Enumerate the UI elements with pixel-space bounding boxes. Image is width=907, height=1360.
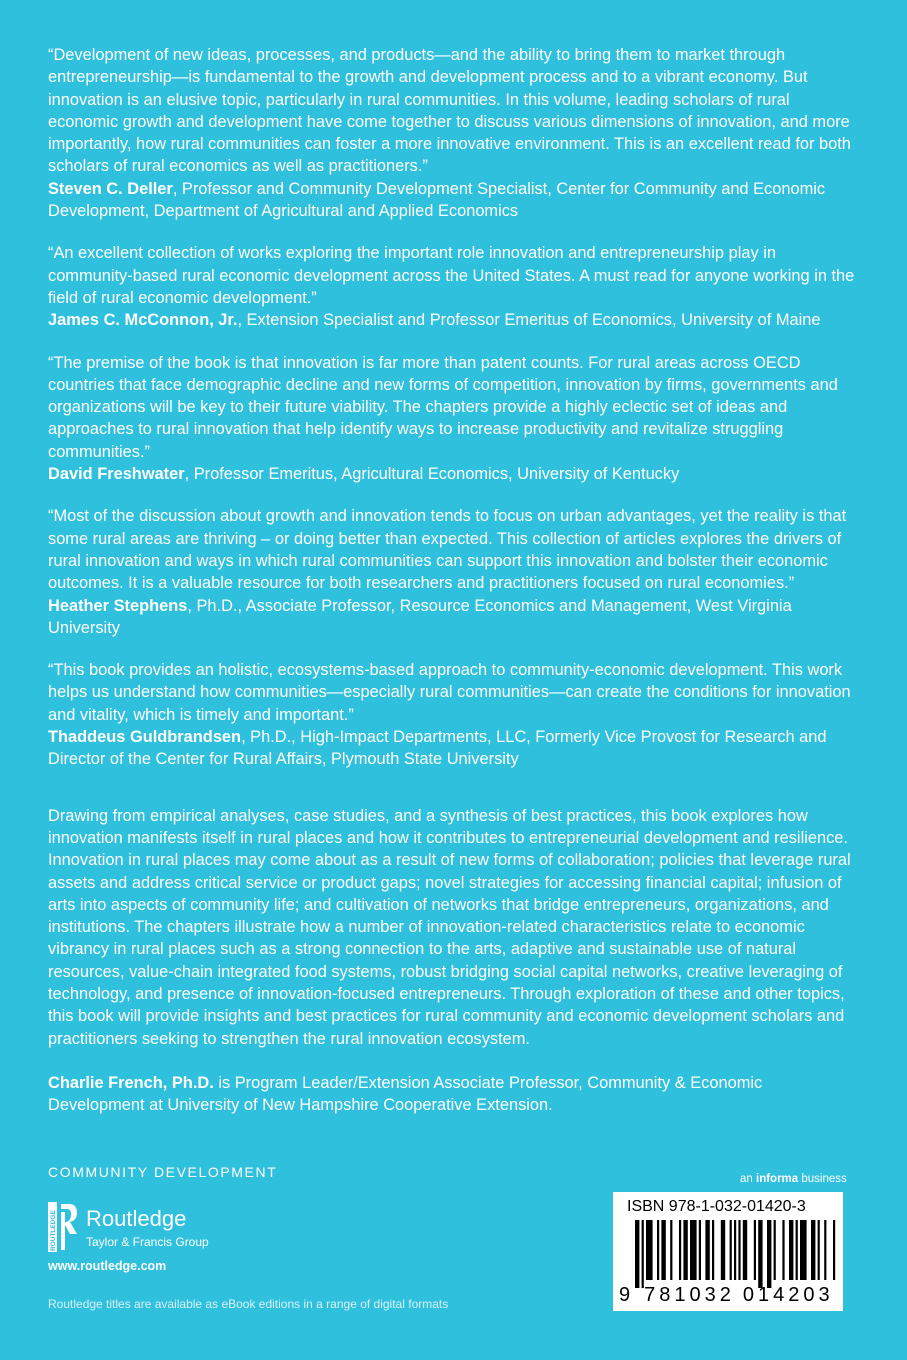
description-text: Drawing from empirical analyses, case studies, and a synthesis of best practices, this book explores how innovation manifests itself in rural places and how it contributes to entrepreneurial development and resilience. Innovation in rural places may come about as a result of new forms of collaboration; policies that leverage rural assets and address critical service or product gaps; novel strategies for accessing financial capital; infusion of arts into aspects of community life; and cultivation of networks that bridge entrepreneurs, organizations, and institutions. The chapters illustrate how a number of innovation-related characteristics relate to economic vibrancy in rural places such as a strong connection to the arts, adaptive and sustainable use of natural resources, value-chain integrated food systems, robust bridging social capital networks, creative leveraging of technology, and presence of innovation-focused entrepreneurs. Through exploration of these and other topics, this book will provide insights and best practices for rural community and economic development scholars and practitioners seeking to strengthen the rural innovation ecosystem. [48,806,851,1048]
endorser-name: Heather Stephens [48,596,188,615]
publisher-name: Routledge [86,1206,187,1231]
barcode-bar [670,1220,672,1280]
barcode-bar [679,1220,681,1280]
barcode-bar [811,1220,815,1280]
barcode-bar [635,1220,639,1288]
subject-category: COMMUNITY DEVELOPMENT [48,1164,278,1180]
author-bio [48,1072,858,1117]
endorsement-attribution [48,178,858,223]
barcode-bar [782,1220,784,1280]
barcode-bar [824,1220,826,1280]
endorsement-3 [48,352,858,486]
endorsement-attribution [48,726,858,771]
routledge-logo-icon [48,1202,78,1252]
barcode-bar [730,1220,732,1280]
barcode-bar [754,1220,756,1280]
barcode-bar [758,1220,762,1288]
endorser-name: David Freshwater [48,465,185,484]
isbn-label: ISBN 978-1-032-01420-3 [627,1198,806,1215]
endorsement-quote: “An excellent collection of works exploring the important role innovation and entrepreneurship play in community-based rural economic development across the United States. A must read for anyone working in the field of rural economic development.” [48,244,855,307]
informa-suffix: business [798,1173,847,1185]
barcode-bar [800,1220,807,1280]
barcode-bar [642,1220,644,1288]
endorsement-1 [48,44,858,222]
endorsement-quote: “This book provides an holistic, ecosystems-based approach to community-economic development. This work helps us understand how communities—especially rural communities—can create the conditions for innovation and vitality, which is timely and important.” [48,661,851,724]
barcode-bar [734,1220,736,1280]
barcode-bar [774,1220,776,1280]
ebook-note: Routledge titles are available as eBook editions in a range of digital formats [48,1297,449,1311]
endorsement-4 [48,505,858,639]
barcode-bar [705,1220,709,1280]
author-bio-text [48,1072,858,1117]
ean-right-group: 014203 [742,1284,834,1306]
barcode-bar [833,1220,835,1280]
ean-first-digit: 9 [619,1284,631,1306]
informa-tagline [740,1173,847,1185]
publisher-group: Taylor & Francis Group [86,1235,209,1249]
endorser-affiliation: , Ph.D., Associate Professor, Resource Economics and Management, West Virginia University [48,596,792,637]
barcode-bar [646,1220,653,1280]
endorser-affiliation: , Professor and Community Development Specialist, Center for Community and Economic Development, Department of Agricultural and Applied Economics [48,179,826,221]
barcode-bar [657,1220,659,1280]
endorsement-2 [48,242,858,331]
logo-mark-text: ROUTLEDGE [50,1210,57,1251]
author-name: Charlie French, Ph.D. [48,1073,214,1092]
endorser-name: Thaddeus Guldbrandsen [48,728,242,747]
endorser-affiliation: , Ph.D., High-Impact Departments, LLC, Formerly Vice Provost for Research and Director of the Center for Rural Affairs, Plymouth State University [48,728,827,769]
endorsement-attribution [48,463,858,485]
barcode-bar [721,1220,725,1280]
barcode-bar [789,1220,793,1280]
book-description [48,805,858,1050]
endorsement-quote: “Development of new ideas, processes, and products—and the ability to bring them to market through entrepreneurship—is fundamental to the growth and development process and to a vibrant economy. But innovation is an elusive topic, particularly in rural communities. In this volume, leading scholars of rural economic growth and development have come together to discuss various dimensions of innovation, and more importantly, how rural communities can foster a more innovative environment. This is an excellent read for both scholars of rural economics as well as practitioners.” [48,46,851,176]
barcode-bar [712,1220,714,1280]
endorsement-quote: “Most of the discussion about growth and innovation tends to focus on urban advantages, yet the reality is that some rural areas are thriving – or doing better than expected. This collection of articles explores the drivers of rural innovation and ways in which rural communities can support this innovation and bolster their economic outcomes. It is a valuable resource for both researchers and practitioners focused on rural economies.” [48,507,847,593]
endorser-name: Steven C. Deller [48,179,173,198]
barcode-bar [818,1220,820,1280]
barcode-bar [699,1220,701,1280]
barcode-bars [635,1220,837,1288]
endorser-affiliation: , Extension Specialist and Professor Emeritus of Economics, University of Maine [237,311,821,330]
author-bio-body: is Program Leader/Extension Associate Professor, Community & Economic Development at University of New Hampshire Cooperative Extension. [48,1073,763,1115]
barcode-bar [690,1220,697,1280]
endorser-name: James C. McConnon, Jr. [48,311,238,330]
publisher-url[interactable]: www.routledge.com [48,1259,167,1273]
barcode-bar [738,1220,740,1280]
endorsement-quote: “The premise of the book is that innovation is far more than patent counts. For rural areas across OECD countries that face demographic decline and new forms of competition, innovation by firms, governments and organizations will be key to their future viability. The chapters provide a highly eclectic set of ideas and approaches to rural innovation that help identify ways to increase productivity and revitalize struggling communities.” [48,353,838,461]
informa-brand: informa [756,1173,799,1185]
barcode-bar [767,1220,771,1288]
barcode-bar [661,1220,665,1280]
back-cover-text [48,44,858,1116]
barcode-bar [743,1220,747,1280]
endorsement-5 [48,659,858,770]
informa-prefix: an [740,1173,756,1185]
ean-left-group: 781032 [644,1284,735,1306]
endorsement-attribution [48,595,858,640]
endorsement-attribution [48,309,858,331]
barcode-bar [683,1220,687,1280]
barcode-bar [796,1220,798,1280]
isbn-barcode [613,1192,843,1311]
ean-digits [619,1284,834,1307]
endorser-affiliation: , Professor Emeritus, Agricultural Economics, University of Kentucky [184,465,680,484]
